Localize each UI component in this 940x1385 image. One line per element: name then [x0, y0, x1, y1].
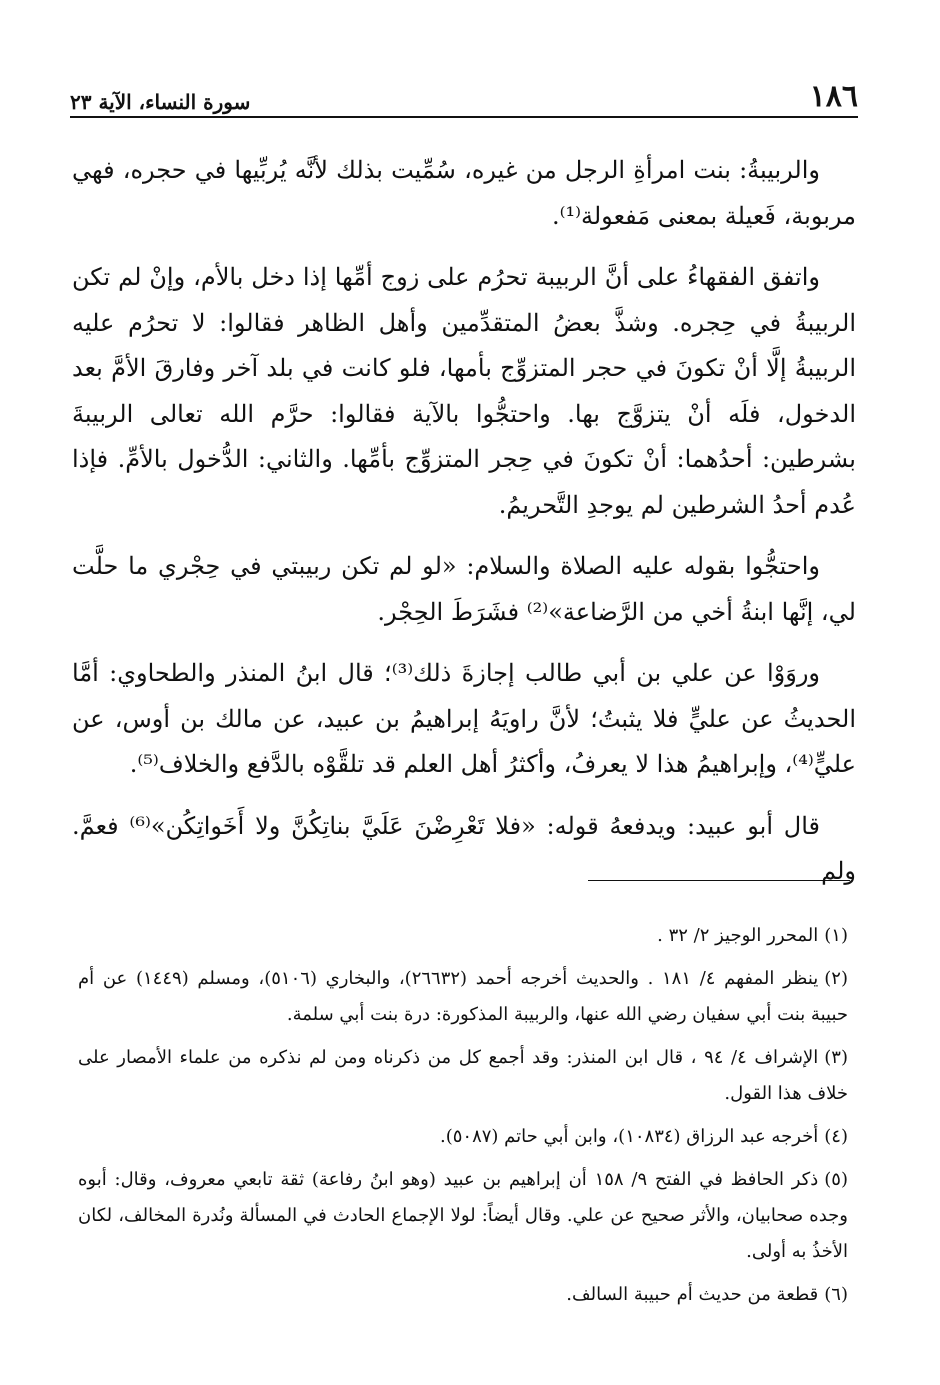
footnotes — [78, 918, 848, 1320]
running-head: سورة النساء، الآية ٢٣ — [70, 90, 251, 114]
main-text — [72, 148, 856, 911]
footnote-text: أخرجه عبد الرزاق (١٠٨٣٤)، وابن أبي حاتم (٥٠٨٧). — [440, 1126, 819, 1147]
footnote-divider — [588, 880, 850, 881]
footnote-item — [78, 1162, 848, 1270]
footnote-item — [78, 918, 848, 954]
footnote-number: (٤) — [824, 1126, 848, 1147]
footnote-text: ينظر المفهم ٤/ ١٨١ . والحديث أخرجه أحمد (٢٦٦٣٢)، والبخاري (٥١٠٦)، ومسلم (١٤٤٩) عن أم حبيبة بنت أبي سفيان رضي الله عنها، والربيبة المذكورة: درة بنت أبي سلمة. — [78, 968, 848, 1025]
paragraph: قال أبو عبيد: ويدفعهُ قوله: «فلا تَعْرِضْنَ عَلَيَّ بناتِكُنَّ ولا أَخَواتِكُن»⁽⁶⁾ فعمَّ. ولم — [72, 811, 856, 885]
footnote-number: (١) — [824, 925, 848, 946]
paragraph: والربيبةُ: بنت امرأةِ الرجل من غيره، سُمِّيت بذلك لأنَّه يُربِّيها في حجره، فهي مربوبة، فَعيلة بمعنى مَفعولة⁽¹⁾. — [72, 156, 856, 230]
footnote-item — [78, 1119, 848, 1155]
footnote-item — [78, 1277, 848, 1313]
footnote-text: ذكر الحافظ في الفتح ٩/ ١٥٨ أن إبراهيم بن عبيد (وهو ابنُ رفاعة) ثقة تابعي معروف، وقال: أبوه وجده صحابيان، والأثر صحيح عن علي. وقال أيضاً: لولا الإجماع الحادث في المسألة ونُدرة المخالف، لكان الأخذُ به أولى. — [78, 1169, 848, 1262]
paragraph: واحتجُّوا بقوله عليه الصلاة والسلام: «لو لم تكن ربيبتي في حِجْري ما حلَّت لي، إنَّها ابنةُ أخي من الرَّضاعة»⁽²⁾ فشَرَطَ الحِجْر. — [72, 552, 856, 626]
footnote-number: (٣) — [824, 1047, 848, 1068]
footnote-text: المحرر الوجيز ٢/ ٣٢ . — [657, 925, 819, 946]
footnote-item — [78, 1040, 848, 1112]
footnote-text: الإشراف ٤/ ٩٤ ، قال ابن المنذر: وقد أجمع كل من ذكرناه ومن لم نذكره من علماء الأمصار على خلاف هذا القول. — [78, 1047, 848, 1104]
footnote-number: (٦) — [824, 1284, 848, 1305]
paragraph: واتفق الفقهاءُ على أنَّ الربيبة تحرُم على زوج أمِّها إذا دخل بالأم، وإنْ لم تكن الربيبةُ في حِجره. وشذَّ بعضُ المتقدِّمين وأهل الظاهر فقالوا: لا تحرُم عليه الربيبةُ إلَّا أنْ تكونَ في حجر المتزوِّج بأمها، فلو كانت في بلد آخر وفارقَ الأمَّ بعد الدخول، فلَه أنْ يتزوَّج بها. واحتجُّوا بالآية فقالوا: حرَّم الله تعالى الربيبةَ بشرطين: أحدُهما: أنْ تكونَ في حِجر المتزوِّج بأمِّها. والثاني: الدُّخول بالأمِّ. فإذا عُدم أحدُ الشرطين لم يوجدِ التَّحريمُ. — [72, 263, 856, 519]
footnote-item — [78, 961, 848, 1033]
footnote-number: (٥) — [824, 1169, 848, 1190]
footnote-number: (٢) — [824, 968, 848, 989]
page-number: ١٨٦ — [809, 79, 858, 114]
footnote-text: قطعة من حديث أم حبيبة السالف. — [566, 1284, 819, 1305]
paragraph: وروَوْا عن علي بن أبي طالب إجازةَ ذلك⁽³⁾؛ قال ابنُ المنذر والطحاوي: أمَّا الحديثُ عن عليٍّ فلا يثبتُ؛ لأنَّ راويَهُ إبراهيمُ بن عبيد، عن مالك بن أوس، عن عليٍّ⁽⁴⁾، وإبراهيمُ هذا لا يعرفُ، وأكثرُ أهل العلم قد تلقَّوْه بالدَّفع والخلاف⁽⁵⁾. — [72, 659, 856, 778]
page-header — [70, 76, 858, 118]
